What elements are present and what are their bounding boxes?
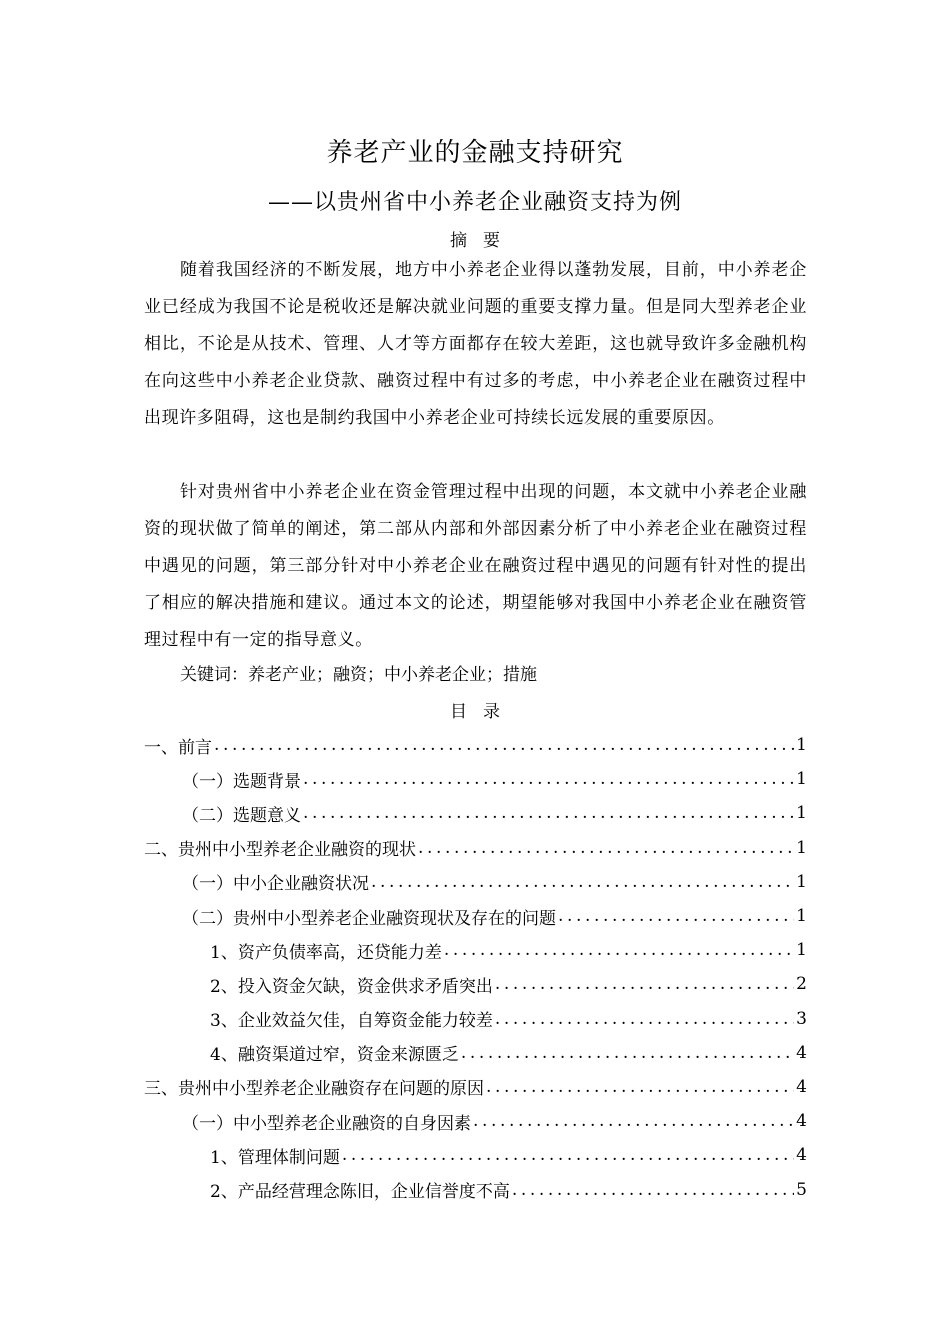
abstract-paragraph: 随着我国经济的不断发展，地方中小养老企业得以蓬勃发展，目前，中小养老企业已经成为我国不论是税收还是解决就业问题的重要支撑力量。但是同大型养老企业相比，不论是从技术、管理、人才等方面都存在较大差距，这也就导致许多金融机构在向这些中小养老企业贷款、融资过程中有过多的考虑，中小养老企业在融资过程中出现许多阻碍，这也是制约我国中小养老企业可持续长远发展的重要原因。 xyxy=(144,260,807,428)
toc-entry[interactable] xyxy=(144,1138,807,1172)
toc-entry-title: 2、投入资金欠缺，资金供求矛盾突出 xyxy=(210,976,493,997)
toc-entry[interactable] xyxy=(144,967,807,1001)
toc-dot-leader xyxy=(558,906,794,926)
toc-entry-title: （一）中小型养老企业融资的自身因素 xyxy=(182,1113,471,1134)
toc-entry-page: 4 xyxy=(796,1111,807,1132)
toc-entry-page: 1 xyxy=(796,769,807,790)
toc-dot-leader xyxy=(303,803,794,823)
abstract-heading: 摘要 xyxy=(450,231,516,251)
toc-entry[interactable] xyxy=(144,1070,807,1104)
toc-dot-leader xyxy=(214,735,794,755)
toc-entry-title: 三、贵州中小型养老企业融资存在问题的原因 xyxy=(144,1079,484,1100)
toc-dot-leader xyxy=(444,940,794,960)
toc-entry[interactable] xyxy=(144,831,807,865)
toc-entry-title: 4、融资渠道过窄，资金来源匮乏 xyxy=(210,1045,459,1066)
toc-entry-page: 1 xyxy=(796,940,807,961)
toc-entry-title: 二、贵州中小型养老企业融资的现状 xyxy=(144,840,416,861)
toc-entry-page: 5 xyxy=(796,1179,807,1200)
toc-entry-page: 3 xyxy=(796,1008,807,1029)
toc-entry[interactable] xyxy=(144,762,807,796)
keywords-line: 关键词：养老产业；融资；中小养老企业；措施 xyxy=(180,665,537,685)
toc-entry-title: 2、产品经营理念陈旧，企业信誉度不高 xyxy=(210,1182,510,1203)
toc-entry-title: （二）贵州中小型养老企业融资现状及存在的问题 xyxy=(182,908,556,929)
toc-dot-leader xyxy=(486,1077,794,1097)
toc-entry-title: （一）中小企业融资状况 xyxy=(182,874,369,895)
toc-entry-title: （一）选题背景 xyxy=(182,771,301,792)
toc-entry-page: 1 xyxy=(796,906,807,927)
toc-dot-leader xyxy=(495,1009,794,1029)
toc-entry-page: 1 xyxy=(796,735,807,756)
table-of-contents xyxy=(144,728,807,1207)
toc-entry-title: 一、前言 xyxy=(144,737,212,758)
toc-dot-leader xyxy=(495,974,794,994)
toc-entry[interactable] xyxy=(144,1002,807,1036)
toc-entry[interactable] xyxy=(144,1036,807,1070)
toc-entry-page: 4 xyxy=(796,1145,807,1166)
toc-entry-page: 1 xyxy=(796,803,807,824)
toc-entry-title: 1、资产负债率高，还贷能力差 xyxy=(210,942,442,963)
toc-entry-title: （二）选题意义 xyxy=(182,805,301,826)
toc-entry-page: 1 xyxy=(796,871,807,892)
toc-dot-leader xyxy=(461,1043,794,1063)
toc-dot-leader xyxy=(512,1180,794,1200)
toc-dot-leader xyxy=(371,872,794,892)
toc-entry-page: 4 xyxy=(796,1076,807,1097)
toc-heading: 目录 xyxy=(450,702,516,722)
toc-entry-page: 1 xyxy=(796,837,807,858)
abstract-paragraph: 针对贵州省中小养老企业在资金管理过程中出现的问题，本文就中小养老企业融资的现状做了简单的阐述，第二部从内部和外部因素分析了中小养老企业在融资过程中遇见的问题，第三部分针对中小养老企业在融资过程中遇见的问题有针对性的提出了相应的解决措施和建议。通过本文的论述，期望能够对我国中小养老企业在融资管理过程中有一定的指导意义。 xyxy=(144,482,807,650)
toc-entry-page: 2 xyxy=(796,974,807,995)
toc-dot-leader xyxy=(342,1145,794,1165)
toc-entry[interactable] xyxy=(144,1172,807,1206)
document-subtitle: ——以贵州省中小养老企业融资支持为例 xyxy=(267,190,682,215)
toc-entry[interactable] xyxy=(144,796,807,830)
toc-entry-page: 4 xyxy=(796,1042,807,1063)
toc-entry[interactable] xyxy=(144,899,807,933)
toc-dot-leader xyxy=(473,1111,794,1131)
toc-dot-leader xyxy=(303,769,794,789)
toc-entry[interactable] xyxy=(144,1104,807,1138)
toc-entry[interactable] xyxy=(144,933,807,967)
toc-entry[interactable] xyxy=(144,728,807,762)
toc-entry-title: 3、企业效益欠佳，自筹资金能力较差 xyxy=(210,1011,493,1032)
toc-entry-title: 1、管理体制问题 xyxy=(210,1147,340,1168)
toc-dot-leader xyxy=(418,838,794,858)
document-title: 养老产业的金融支持研究 xyxy=(326,138,624,168)
toc-entry[interactable] xyxy=(144,865,807,899)
